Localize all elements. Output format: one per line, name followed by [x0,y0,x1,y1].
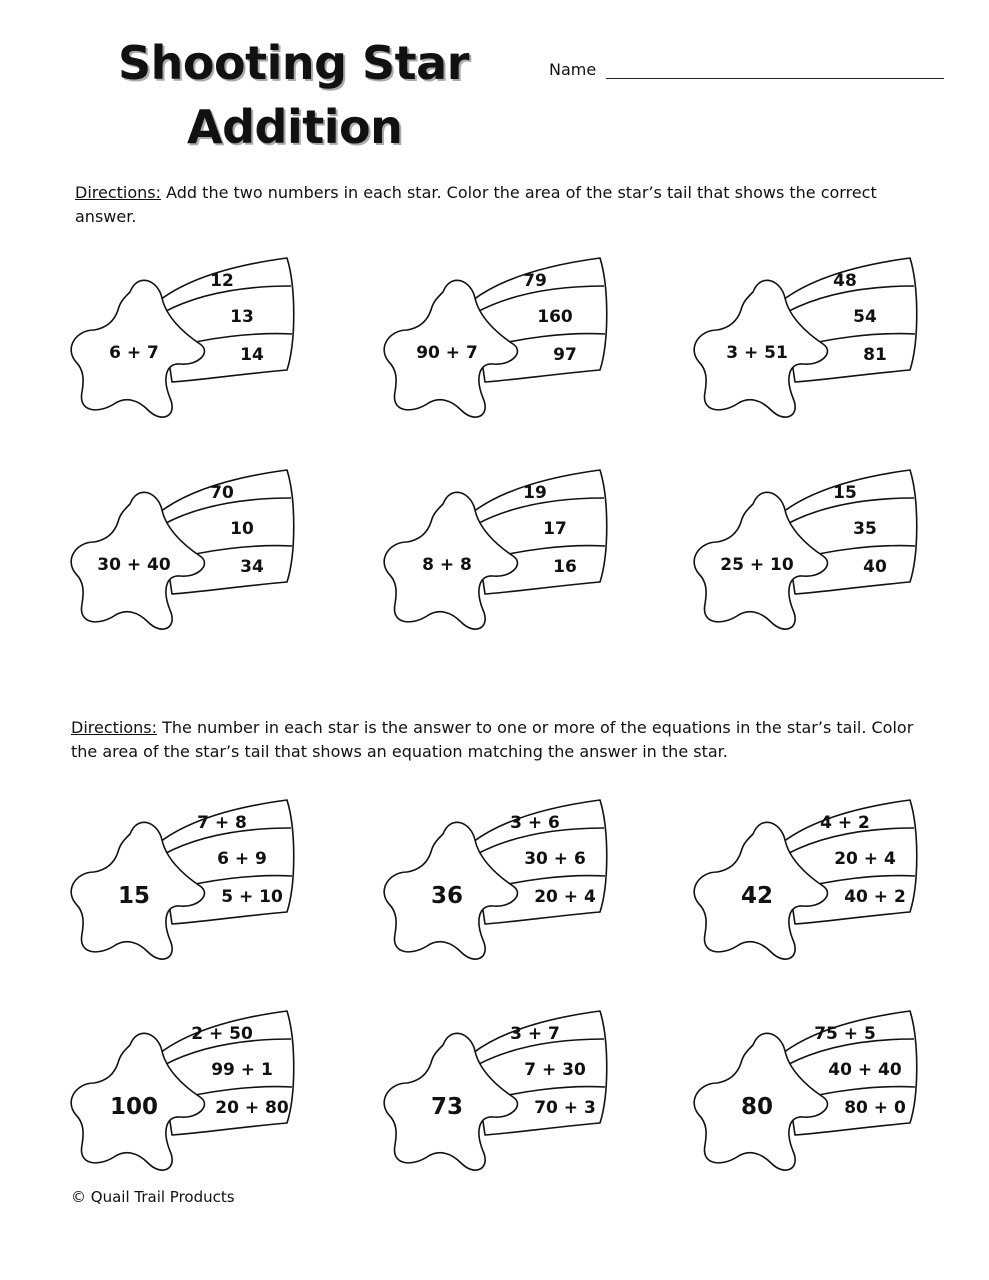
tail-answer[interactable]: 4 + 2 [820,813,870,833]
tail-answer[interactable]: 30 + 6 [524,849,586,869]
tail-answer[interactable]: 35 [853,519,877,539]
tail-answer[interactable]: 14 [240,345,264,365]
star-center-value: 100 [109,1094,159,1120]
star-center-value: 42 [740,883,774,909]
star-center-value: 3 + 51 [726,343,788,363]
star-center-value: 36 [430,883,464,909]
tail-answer[interactable]: 3 + 7 [510,1024,560,1044]
tail-answer[interactable]: 19 [523,483,547,503]
shooting-star-11 [385,1005,615,1175]
tail-answer[interactable]: 99 + 1 [211,1060,273,1080]
shooting-star-1 [72,252,302,422]
tail-answer[interactable]: 34 [240,557,264,577]
directions-text: The number in each star is the answer to one or more of the equations in the star’s tail. Color the area of the star’s tail that shows an equation matching the answer in the star. [71,718,914,761]
tail-answer[interactable]: 7 + 30 [524,1060,586,1080]
tail-answer[interactable]: 17 [543,519,567,539]
title-line-1: Shooting Star [118,36,469,90]
star-center-value: 80 [740,1094,774,1120]
tail-answer[interactable]: 16 [553,557,577,577]
shooting-star-8 [385,794,615,964]
shooting-star-6 [695,464,925,634]
tail-answer[interactable]: 54 [853,307,877,327]
tail-answer[interactable]: 2 + 50 [191,1024,253,1044]
shooting-star-9 [695,794,925,964]
star-center-value: 30 + 40 [97,555,171,575]
tail-answer[interactable]: 75 + 5 [814,1024,876,1044]
shooting-star-4 [72,464,302,634]
shooting-star-12 [695,1005,925,1175]
tail-answer[interactable]: 15 [833,483,857,503]
tail-answer[interactable]: 7 + 8 [197,813,247,833]
tail-answer[interactable]: 5 + 10 [221,887,283,907]
shooting-star-7 [72,794,302,964]
copyright-footer: © Quail Trail Products [71,1188,235,1206]
directions-text: Add the two numbers in each star. Color the area of the star’s tail that shows the correct answer. [75,183,877,226]
directions-part-1 [75,181,895,229]
star-center-value: 8 + 8 [422,555,472,575]
tail-answer[interactable]: 70 [210,483,234,503]
tail-answer[interactable]: 20 + 4 [534,887,596,907]
tail-answer[interactable]: 20 + 4 [834,849,896,869]
shooting-star-2 [385,252,615,422]
directions-lead: Directions: [75,183,162,202]
shooting-star-10 [72,1005,302,1175]
star-center-value: 15 [117,883,151,909]
directions-part-2 [71,716,941,764]
tail-answer[interactable]: 80 + 0 [844,1098,906,1118]
directions-lead: Directions: [71,718,158,737]
tail-answer[interactable]: 48 [833,271,857,291]
tail-answer[interactable]: 81 [863,345,887,365]
tail-answer[interactable]: 40 + 40 [828,1060,902,1080]
tail-answer[interactable]: 12 [210,271,234,291]
tail-answer[interactable]: 40 [863,557,887,577]
tail-answer[interactable]: 13 [230,307,254,327]
star-center-value: 73 [430,1094,464,1120]
tail-answer[interactable]: 3 + 6 [510,813,560,833]
star-center-value: 6 + 7 [109,343,159,363]
title-line-2: Addition [187,100,403,154]
tail-answer[interactable]: 160 [537,307,573,327]
tail-answer[interactable]: 97 [553,345,577,365]
tail-answer[interactable]: 79 [523,271,547,291]
tail-answer[interactable]: 6 + 9 [217,849,267,869]
star-center-value: 25 + 10 [720,555,794,575]
shooting-star-5 [385,464,615,634]
tail-answer[interactable]: 70 + 3 [534,1098,596,1118]
tail-answer[interactable]: 20 + 80 [215,1098,289,1118]
star-center-value: 90 + 7 [416,343,478,363]
name-field[interactable] [606,78,944,79]
shooting-star-3 [695,252,925,422]
name-label: Name [549,60,597,79]
tail-answer[interactable]: 40 + 2 [844,887,906,907]
tail-answer[interactable]: 10 [230,519,254,539]
